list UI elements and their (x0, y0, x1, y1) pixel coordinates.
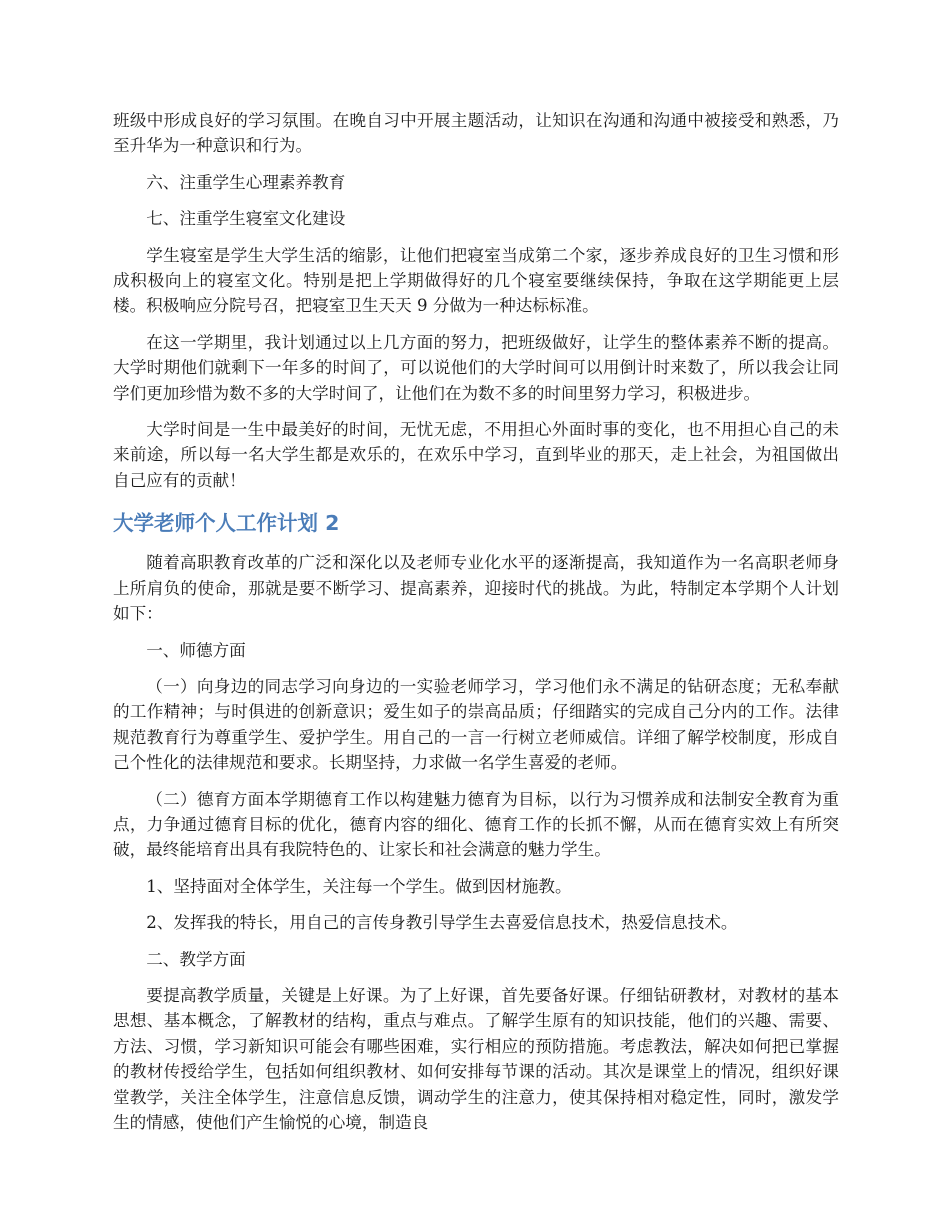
paragraph-ethics-1: （一）向身边的同志学习向身边的一实验老师学习，学习他们永不满足的钻研态度；无私奉献的工作精神；与时俱进的创新意识；爱生如子的崇高品质；仔细踏实的完成自己分内的工作。法律规范教育行为尊重学生、爱护学生。用自己的一言一行树立老师威信。详细了解学校制度，形成自己个性化的法律规范和要求。长期坚持，力求做一名学生喜爱的老师。 (113, 676, 839, 773)
paragraph-intro: 随着高职教育改革的广泛和深化以及老师专业化水平的逐渐提高，我知道作为一名高职老师身上所肩负的使命，那就是要不断学习、提高素养，迎接时代的挑战。为此，特制定本学期个人计划如下： (113, 553, 839, 624)
item-heading-6: 六、注重学生心理素养教育 (146, 172, 346, 192)
document-page (113, 108, 839, 1146)
list-item-2: 2、发挥我的特长，用自己的言传身教引导学生去喜爱信息技术，热爱信息技术。 (146, 913, 738, 933)
paragraph-teaching: 要提高教学质量，关键是上好课。为了上好课，首先要备好课。仔细钻研教材，对教材的基本思想、基本概念，了解教材的结构，重点与难点。了解学生原有的知识技能，他们的兴趣、需要、方法、习惯，学习新知识可能会有哪些困难，实行相应的预防措施。考虑教法，解决如何把已掌握的教材传授给学生，包括如何组织教材、如何安排每节课的活动。其次是课堂上的情况，组织好课堂教学，关注全体学生，注意信息反馈，调动学生的注意力，使其保持相对稳定性，同时，激发学生的情感，使他们产生愉悦的心境，制造良 (113, 985, 839, 1132)
paragraph-university-time: 大学时间是一生中最美好的时间，无忧无虑，不用担心外面时事的变化，也不用担心自己的未来前途，所以每一名大学生都是欢乐的，在欢乐中学习，直到毕业的那天，走上社会，为祖国做出自己应有的贡献！ (113, 420, 839, 490)
paragraph-semester-plan: 在这一学期里，我计划通过以上几方面的努力，把班级做好，让学生的整体素养不断的提高。大学时期他们就剩下一年多的时间了，可以说他们的大学时间可以用倒计时来数了，所以我会让同学们更加珍惜为数不多的大学时间了，让他们在为数不多的时间里努力学习，积极进步。 (113, 332, 839, 403)
item-heading-7: 七、注重学生寝室文化建设 (146, 209, 346, 229)
item-heading-teaching: 二、教学方面 (146, 949, 246, 969)
item-heading-ethics: 一、师德方面 (146, 640, 246, 660)
paragraph-dormitory: 学生寝室是学生大学生活的缩影，让他们把寝室当成第二个家，逐步养成良好的卫生习惯和形成积极向上的寝室文化。特别是把上学期做得好的几个寝室要继续保持，争取在这学期能更上层楼。积极响应分院号召，把寝室卫生天天 9 分做为一种达标标准。 (113, 245, 839, 316)
paragraph-continuation: 班级中形成良好的学习氛围。在晚自习中开展主题活动，让知识在沟通和沟通中被接受和熟悉，乃至升华为一种意识和行为。 (113, 111, 839, 156)
paragraph-ethics-2: （二）德育方面本学期德育工作以构建魅力德育为目标，以行为习惯养成和法制安全教育为重点，力争通过德育目标的优化，德育内容的细化、德育工作的长抓不懈，从而在德育实效上有所突破，最终能培育出具有我院特色的、让家长和社会满意的魅力学生。 (113, 789, 839, 860)
list-item-1: 1、坚持面对全体学生，关注每一个学生。做到因材施教。 (146, 876, 572, 896)
section-title: 大学老师个人工作计划 2 (113, 511, 340, 536)
